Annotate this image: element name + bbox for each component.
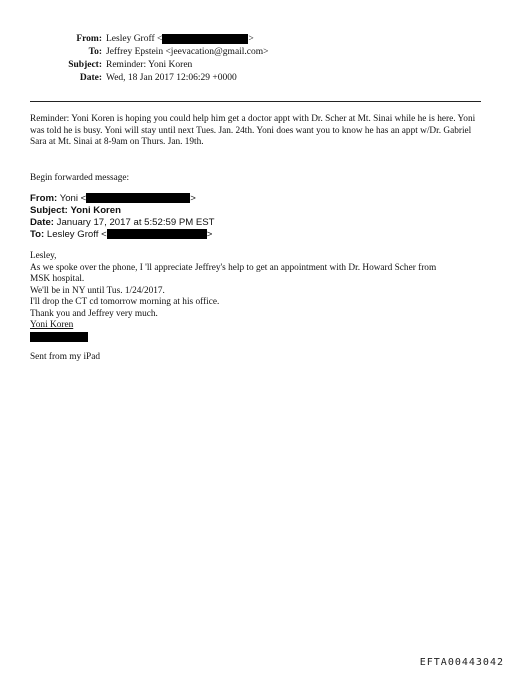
header-date-row [0, 72, 237, 85]
redaction-bar [30, 332, 88, 342]
message-line: We'll be in NY until Tus. 1/24/2017. [30, 285, 165, 296]
header-subject-row [0, 59, 192, 72]
forwarded-date-label: Date: [30, 217, 54, 228]
message-body [30, 251, 485, 343]
header-date-value: Wed, 18 Jan 2017 12:06:29 +0000 [106, 73, 237, 83]
forwarded-to-value: Lesley Groff < [46, 229, 107, 240]
document-id: EFTA00443042 [419, 657, 504, 668]
header-subject-value: Reminder: Yoni Koren [106, 60, 193, 70]
forwarded-subject-value: Yoni Koren [70, 205, 121, 216]
message-greeting: Lesley, [30, 251, 57, 261]
forwarded-to-close: > [206, 229, 213, 240]
forwarded-subject-label: Subject: [30, 205, 68, 216]
forwarded-from-label: From: [30, 193, 58, 204]
redaction-bar [107, 229, 207, 239]
header-from-value: Lesley Groff < [106, 34, 163, 44]
forwarded-date-value: January 17, 2017 at 5:52:59 PM EST [56, 217, 215, 228]
message-line: Thank you and Jeffrey very much. [30, 308, 158, 319]
header-to-row [0, 46, 269, 59]
forwarded-from-close: > [190, 193, 196, 204]
message-line: I'll drop the CT cd tomorrow morning at his office. [30, 297, 220, 307]
forwarded-intro: Begin forwarded message: [30, 173, 130, 183]
message-line: As we spoke over the phone, I 'll appreciate Jeffrey's help to get an appointment with Dr. Howard Scher from [30, 262, 437, 273]
header-date-label: Date: [79, 73, 102, 83]
signature-redaction [30, 332, 485, 344]
header-to-label: To: [88, 47, 102, 57]
redaction-bar [162, 34, 248, 44]
message-signature: Yoni Koren [30, 320, 74, 330]
forwarded-subject-row [30, 205, 121, 217]
header-from-row [0, 33, 254, 46]
header-divider [30, 101, 481, 102]
header-from-close: > [248, 34, 254, 44]
forwarded-from-row [30, 193, 196, 205]
redaction-bar [86, 193, 190, 203]
forwarded-from-value: Yoni < [59, 193, 87, 204]
header-to-value: Jeffrey Epstein <jeevacation@gmail.com> [106, 47, 269, 57]
sent-from-line: Sent from my iPad [30, 352, 100, 362]
forwarded-date-row [30, 217, 215, 229]
reminder-paragraph: Reminder: Yoni Koren is hoping you could help him get a doctor appt with Dr. Scher at Mt. Sinai while he is here. Yoni was told he is busy. Yoni will stay until next Tues. Jan. 24th. Yoni does want you to know he has an appt w/Dr. Gabriel Sara at Mt. Sinai at 8-9am on Thurs. Jan. 19th. [30, 114, 476, 148]
forwarded-to-label: To: [30, 229, 45, 240]
header-from-label: From: [76, 34, 102, 44]
message-line: MSK hospital. [30, 274, 85, 284]
header-subject-label: Subject: [68, 60, 102, 70]
forwarded-to-row [30, 229, 212, 241]
